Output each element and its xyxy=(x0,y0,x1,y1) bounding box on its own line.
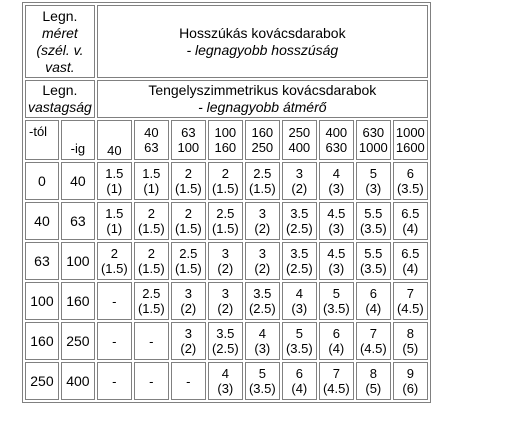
tolerance-alt-value: (1.5) xyxy=(100,261,128,276)
size-label-line: vast. xyxy=(45,58,75,75)
tolerance-alt-value: (2) xyxy=(291,181,308,196)
size-range-header xyxy=(134,120,169,160)
tolerance-alt-value: (1.5) xyxy=(211,221,239,236)
size-range-value: 160 xyxy=(214,140,237,155)
tolerance-alt-value: (4) xyxy=(402,221,419,236)
tolerance-value: 1.5 xyxy=(105,166,124,181)
tolerance-cell xyxy=(134,282,169,320)
tolerance-cell xyxy=(134,322,169,360)
tolerance-cell xyxy=(393,282,428,320)
tolerance-cell xyxy=(208,322,243,360)
tolerance-cell xyxy=(245,282,280,320)
row-to-value: 40 xyxy=(61,162,95,200)
tolerance-value: 3 xyxy=(258,206,266,221)
tolerance-alt-value: (1.5) xyxy=(211,181,239,196)
size-label-cell xyxy=(25,5,95,78)
tolerance-value: 2 xyxy=(147,246,155,261)
tolerance-value: 6 xyxy=(295,366,303,381)
tolerance-alt-value: (1) xyxy=(143,181,160,196)
tolerance-value: 3 xyxy=(221,246,229,261)
tolerance-value: 2 xyxy=(184,166,192,181)
tolerance-alt-value: (3.5) xyxy=(359,261,387,276)
tolerance-cell xyxy=(393,202,428,240)
row-to-value: 250 xyxy=(61,322,95,360)
row-from-value: 40 xyxy=(25,202,59,240)
axisym-subtitle: - legnagyobb átmérő xyxy=(198,99,327,115)
oblong-title: Hosszúkás kovácsdarabok xyxy=(179,24,346,41)
tolerance-alt-value: (3) xyxy=(217,381,234,396)
size-range-value: 63 xyxy=(181,125,196,140)
tolerance-alt-value: (3) xyxy=(365,181,382,196)
size-range-header xyxy=(393,120,428,160)
tolerance-alt-value: (2.5) xyxy=(285,221,313,236)
tolerance-cell xyxy=(282,202,317,240)
tolerance-cell xyxy=(245,242,280,280)
tolerance-value: - xyxy=(149,373,154,389)
tolerance-value: 5.5 xyxy=(364,246,383,261)
tolerance-cell xyxy=(171,162,206,200)
tolerance-value: 5 xyxy=(295,326,303,341)
oblong-subtitle: - legnagyobb hosszúság xyxy=(186,41,339,58)
tolerance-cell xyxy=(356,282,391,320)
size-range-header xyxy=(171,120,206,160)
tolerance-value: 6.5 xyxy=(401,246,420,261)
row-to-value: 100 xyxy=(61,242,95,280)
tolerance-value: - xyxy=(112,373,117,389)
tolerance-value: 1.5 xyxy=(105,206,124,221)
tolerance-value: 3 xyxy=(221,286,229,301)
tolerance-value: 8 xyxy=(406,326,414,341)
tolerance-cell xyxy=(245,362,280,400)
tolerance-value: 2.5 xyxy=(179,246,198,261)
tolerance-cell xyxy=(97,282,132,320)
tolerance-cell xyxy=(356,322,391,360)
tolerance-cell xyxy=(171,242,206,280)
size-range-header xyxy=(282,120,317,160)
size-range-value: 1000 xyxy=(395,125,425,140)
row-from-value: 160 xyxy=(25,322,59,360)
tolerance-value: 4.5 xyxy=(327,246,346,261)
tolerance-value: 3.5 xyxy=(290,206,309,221)
row-to-value: 63 xyxy=(61,202,95,240)
tolerance-alt-value: (3) xyxy=(254,341,271,356)
tolerance-cell xyxy=(282,242,317,280)
row-from-value: 100 xyxy=(25,282,59,320)
table-row xyxy=(25,362,428,400)
size-range-header xyxy=(97,120,132,160)
tolerance-alt-value: (3) xyxy=(328,261,345,276)
table-row xyxy=(25,242,428,280)
size-range-value: 1000 xyxy=(358,140,388,155)
tolerance-alt-value: (1.5) xyxy=(137,221,165,236)
tolerance-cell xyxy=(319,162,354,200)
size-range-value: 250 xyxy=(251,140,274,155)
size-label-line: méret xyxy=(42,24,78,41)
tolerance-alt-value: (2.5) xyxy=(248,301,276,316)
size-range-header xyxy=(208,120,243,160)
table-row xyxy=(25,202,428,240)
tolerance-cell xyxy=(282,322,317,360)
tolerance-cell xyxy=(97,362,132,400)
tolerance-value: 2.5 xyxy=(142,286,161,301)
tolerance-value: 4 xyxy=(295,286,303,301)
tolerance-value: 3 xyxy=(184,326,192,341)
tolerance-value: 5 xyxy=(332,286,340,301)
table-row xyxy=(25,282,428,320)
thickness-label-line: vastagság xyxy=(28,99,92,115)
row-from-value: 63 xyxy=(25,242,59,280)
tolerance-cell xyxy=(356,162,391,200)
tolerance-value: 6.5 xyxy=(401,206,420,221)
tolerance-alt-value: (6) xyxy=(402,381,419,396)
tolerance-value: - xyxy=(149,333,154,349)
tolerance-cell xyxy=(208,162,243,200)
tolerance-value: 3.5 xyxy=(216,326,235,341)
tolerance-alt-value: (1.5) xyxy=(137,261,165,276)
tolerance-value: 5.5 xyxy=(364,206,383,221)
tolerance-value: 2 xyxy=(221,166,229,181)
tolerance-alt-value: (4) xyxy=(291,381,308,396)
tolerance-alt-value: (1) xyxy=(106,181,123,196)
size-range-value: 160 xyxy=(251,125,274,140)
tolerance-value: 7 xyxy=(406,286,414,301)
tolerance-value: - xyxy=(112,333,117,349)
tolerance-value: - xyxy=(186,373,191,389)
tolerance-value: - xyxy=(112,293,117,309)
tolerance-value: 3.5 xyxy=(253,286,272,301)
row-to-value: 160 xyxy=(61,282,95,320)
column-header-row xyxy=(25,120,428,160)
tolerance-alt-value: (3.5) xyxy=(248,381,276,396)
tolerance-cell xyxy=(319,202,354,240)
tolerance-cell xyxy=(134,162,169,200)
tolerance-value: 6 xyxy=(369,286,377,301)
tolerance-alt-value: (3.5) xyxy=(285,341,313,356)
size-range-header xyxy=(319,120,354,160)
tolerance-alt-value: (1.5) xyxy=(137,301,165,316)
tolerance-alt-value: (1.5) xyxy=(174,261,202,276)
tolerance-alt-value: (3) xyxy=(291,301,308,316)
tolerance-alt-value: (5) xyxy=(365,381,382,396)
tolerance-cell xyxy=(171,202,206,240)
size-range-value: 100 xyxy=(177,140,200,155)
tolerance-cell xyxy=(134,362,169,400)
tolerance-cell xyxy=(319,282,354,320)
tolerance-table-wrapper xyxy=(22,2,431,403)
forging-tolerance-table xyxy=(22,2,431,403)
tolerance-cell xyxy=(97,162,132,200)
tolerance-cell xyxy=(393,162,428,200)
size-range-value: 400 xyxy=(288,140,311,155)
tolerance-alt-value: (4) xyxy=(365,301,382,316)
tolerance-value: 2.5 xyxy=(253,166,272,181)
size-label-line: Legn. xyxy=(42,7,78,24)
tolerance-value: 7 xyxy=(332,366,340,381)
tolerance-value: 4 xyxy=(332,166,340,181)
tolerance-value: 6 xyxy=(406,166,414,181)
tolerance-cell xyxy=(319,322,354,360)
tolerance-cell xyxy=(97,322,132,360)
size-range-value: 40 xyxy=(144,125,159,140)
tolerance-cell xyxy=(282,362,317,400)
tolerance-value: 9 xyxy=(406,366,414,381)
size-range-value: 400 xyxy=(325,125,348,140)
size-range-value: 1600 xyxy=(395,140,425,155)
tolerance-alt-value: (2) xyxy=(180,301,197,316)
tolerance-alt-value: (1.5) xyxy=(248,181,276,196)
size-range-value: 100 xyxy=(214,125,237,140)
size-range-value: 250 xyxy=(288,125,311,140)
tolerance-alt-value: (1.5) xyxy=(174,181,202,196)
tolerance-cell xyxy=(245,162,280,200)
header-row-oblong xyxy=(25,5,428,78)
tolerance-alt-value: (2.5) xyxy=(285,261,313,276)
tolerance-alt-value: (2) xyxy=(254,221,271,236)
tolerance-value: 6 xyxy=(332,326,340,341)
tolerance-alt-value: (2) xyxy=(254,261,271,276)
tolerance-value: 3 xyxy=(295,166,303,181)
tolerance-cell xyxy=(208,242,243,280)
tolerance-cell xyxy=(245,202,280,240)
size-range-value: 63 xyxy=(144,140,159,155)
tolerance-value: 4.5 xyxy=(327,206,346,221)
tolerance-cell xyxy=(319,362,354,400)
table-row xyxy=(25,162,428,200)
to-label: -ig xyxy=(61,120,95,160)
tolerance-value: 4 xyxy=(258,326,266,341)
size-range-header xyxy=(356,120,391,160)
tolerance-cell xyxy=(171,362,206,400)
tolerance-alt-value: (1) xyxy=(106,221,123,236)
tolerance-alt-value: (1.5) xyxy=(174,221,202,236)
tolerance-cell xyxy=(208,202,243,240)
tolerance-alt-value: (3) xyxy=(328,221,345,236)
tolerance-alt-value: (2) xyxy=(217,261,234,276)
tolerance-cell xyxy=(208,282,243,320)
row-to-value: 400 xyxy=(61,362,95,400)
tolerance-value: 8 xyxy=(369,366,377,381)
tolerance-alt-value: (3.5) xyxy=(396,181,424,196)
tolerance-value: 1.5 xyxy=(142,166,161,181)
tolerance-value: 2 xyxy=(110,246,118,261)
tolerance-cell xyxy=(356,202,391,240)
tolerance-alt-value: (3) xyxy=(328,181,345,196)
tolerance-value: 3 xyxy=(184,286,192,301)
tolerance-cell xyxy=(282,282,317,320)
axisym-forgings-header xyxy=(97,80,428,118)
tolerance-cell xyxy=(245,322,280,360)
tolerance-alt-value: (5) xyxy=(402,341,419,356)
row-from-value: 250 xyxy=(25,362,59,400)
thickness-label-line: Legn. xyxy=(42,82,78,98)
tolerance-alt-value: (3.5) xyxy=(322,301,350,316)
tolerance-value: 2 xyxy=(147,206,155,221)
tolerance-cell xyxy=(171,322,206,360)
tolerance-value: 5 xyxy=(258,366,266,381)
thickness-label-cell xyxy=(25,80,95,118)
tolerance-alt-value: (4) xyxy=(328,341,345,356)
tolerance-alt-value: (2) xyxy=(180,341,197,356)
from-label: -tól xyxy=(25,120,59,160)
size-range-value: 40 xyxy=(107,143,122,158)
tolerance-cell xyxy=(356,242,391,280)
tolerance-value: 3.5 xyxy=(290,246,309,261)
table-row xyxy=(25,322,428,360)
tolerance-alt-value: (4.5) xyxy=(322,381,350,396)
tolerance-cell xyxy=(393,322,428,360)
tolerance-value: 2 xyxy=(184,206,192,221)
tolerance-cell xyxy=(134,242,169,280)
tolerance-alt-value: (3.5) xyxy=(359,221,387,236)
tolerance-cell xyxy=(208,362,243,400)
row-from-value: 0 xyxy=(25,162,59,200)
tolerance-cell xyxy=(393,242,428,280)
tolerance-value: 7 xyxy=(369,326,377,341)
tolerance-alt-value: (4.5) xyxy=(396,301,424,316)
tolerance-alt-value: (4.5) xyxy=(359,341,387,356)
tolerance-value: 3 xyxy=(258,246,266,261)
tolerance-value: 5 xyxy=(369,166,377,181)
tolerance-cell xyxy=(393,362,428,400)
axisym-title: Tengelyszimmetrikus kovácsdarabok xyxy=(148,82,377,98)
tolerance-cell xyxy=(171,282,206,320)
tolerance-value: 2.5 xyxy=(216,206,235,221)
oblong-forgings-header xyxy=(97,5,428,78)
tolerance-cell xyxy=(97,242,132,280)
size-label-line: (szél. v. xyxy=(36,41,84,58)
tolerance-alt-value: (2.5) xyxy=(211,341,239,356)
tolerance-value: 4 xyxy=(221,366,229,381)
tolerance-cell xyxy=(356,362,391,400)
tolerance-cell xyxy=(134,202,169,240)
size-range-value: 630 xyxy=(362,125,385,140)
tolerance-cell xyxy=(319,242,354,280)
tolerance-alt-value: (2) xyxy=(217,301,234,316)
tolerance-cell xyxy=(97,202,132,240)
tolerance-cell xyxy=(282,162,317,200)
header-row-axisym xyxy=(25,80,428,118)
tolerance-alt-value: (4) xyxy=(402,261,419,276)
size-range-header xyxy=(245,120,280,160)
size-range-value: 630 xyxy=(325,140,348,155)
